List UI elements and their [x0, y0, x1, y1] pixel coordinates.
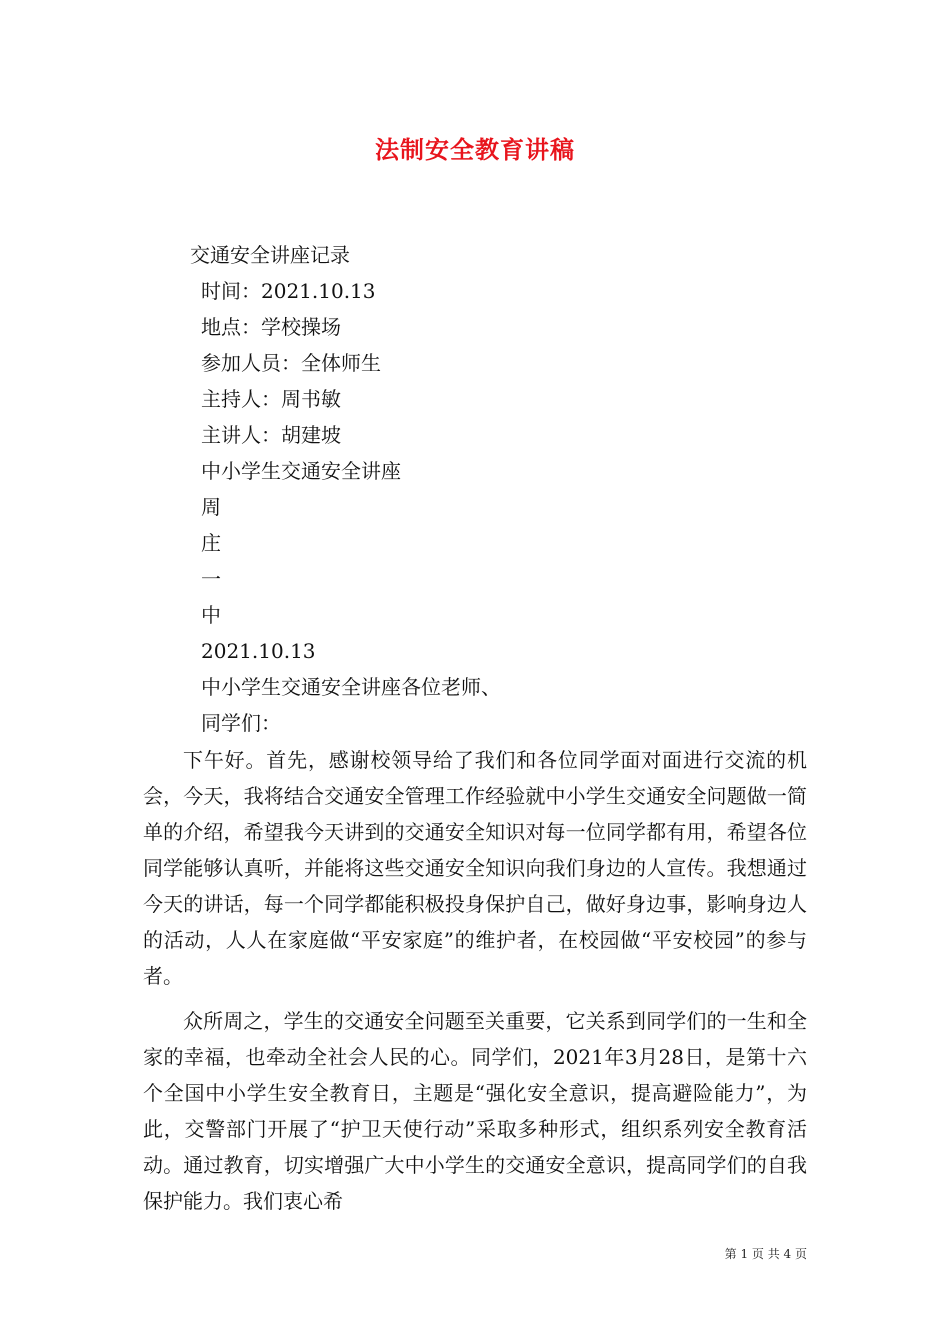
page-number-footer: 第 1 页 共 4 页 — [724, 1247, 807, 1261]
body-paragraph-1: 下午好。首先，感谢校领导给了我们和各位同学面对面进行交流的机会，今天，我将结合交通安全管理工作经验就中小学生交通安全问题做一简单的介绍，希望我今天讲到的交通安全知识对每一位同学都有用，希望各位同学能够认真听，并能将这些交通安全知识向我们身边的人宣传。我想通过今天的讲话，每一个同学都能积极投身保护自己，做好身边事，影响身边人的活动，人人在家庭做“平安家庭”的维护者，在校园做“平安校园”的参与者。 — [143, 748, 807, 988]
meta-line-school-char-2: 庄 — [201, 531, 221, 555]
meta-line-greeting: 中小学生交通安全讲座各位老师、 — [201, 675, 501, 699]
meta-line-school-char-3: 一 — [201, 567, 221, 591]
meta-line-lecture-name: 中小学生交通安全讲座 — [201, 459, 401, 483]
meta-line-time: 时间：2021.10.13 — [201, 279, 376, 303]
meta-line-host: 主持人：周书敏 — [201, 387, 341, 411]
meta-line-speaker: 主讲人：胡建坡 — [201, 423, 341, 447]
meta-line-greeting-cont: 同学们： — [201, 711, 281, 735]
meta-line-school-char-1: 周 — [201, 495, 221, 519]
meta-line-location: 地点：学校操场 — [201, 315, 341, 339]
body-paragraph-2: 众所周之，学生的交通安全问题至关重要，它关系到同学们的一生和全家的幸福，也牵动全社会人民的心。同学们，2021年3月28日，是第十六个全国中小学生安全教育日，主题是“强化安全意识，提高避险能力”，为此，交警部门开展了“护卫天使行动”采取多种形式，组织系列安全教育活动。通过教育，切实增强广大中小学生的交通安全意识，提高同学们的自我保护能力。我们衷心希 — [143, 1009, 807, 1213]
meta-line-date: 2021.10.13 — [201, 639, 316, 663]
document-title: 法制安全教育讲稿 — [375, 136, 575, 164]
lecture-record-block — [0, 237, 950, 741]
meta-line-school-char-4: 中 — [201, 603, 221, 627]
section-heading: 交通安全讲座记录 — [190, 243, 350, 267]
meta-line-attendees: 参加人员：全体师生 — [201, 351, 381, 375]
